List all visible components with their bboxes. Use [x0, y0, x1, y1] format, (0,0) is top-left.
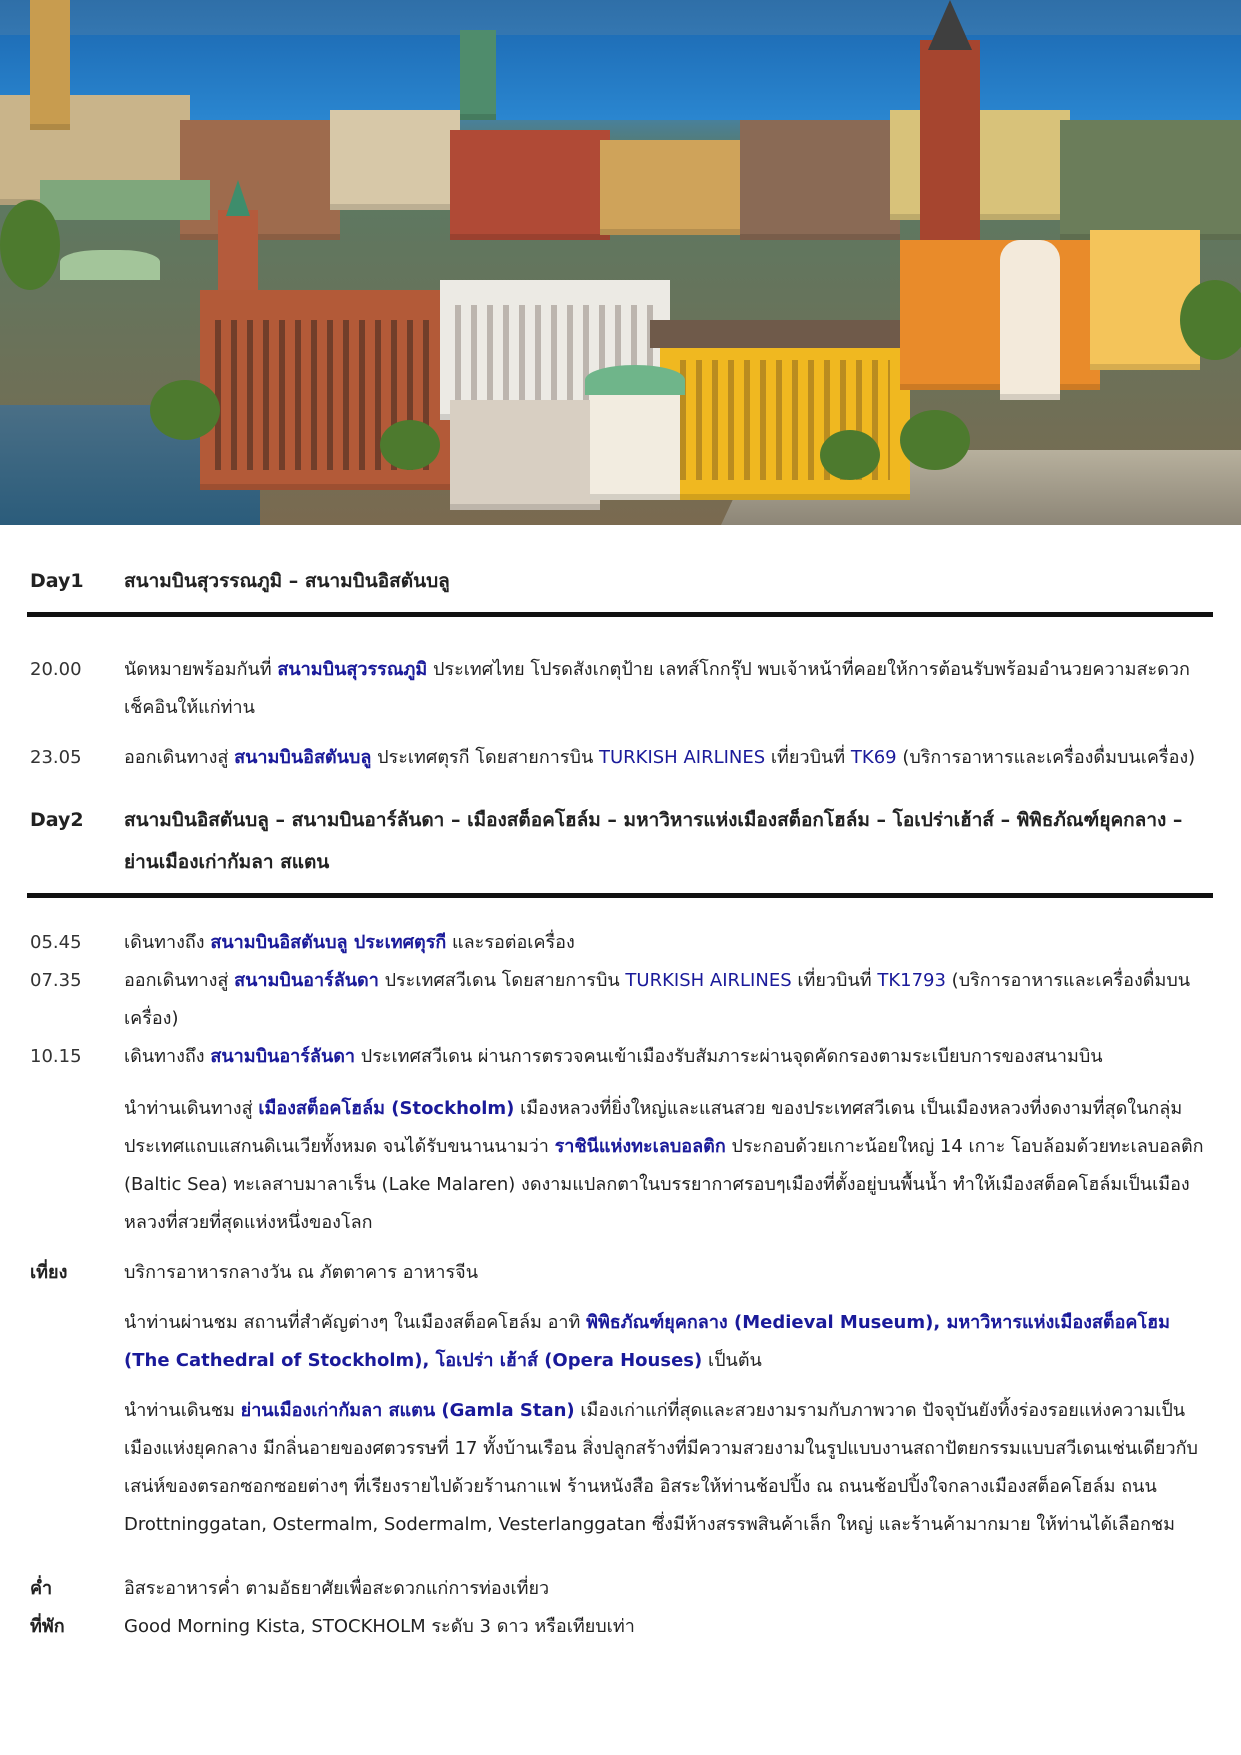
airport-highlight: สนามบินอิสตันบลู ประเทศตุรกี [210, 932, 447, 953]
meal-lunch [30, 1254, 1210, 1292]
divider [27, 612, 1213, 617]
hotel-row [30, 1608, 1210, 1646]
text-part: เมืองหลวงที่ยิ่งใหญ่และแสนสวย ของประเทศสวีเดน เป็นเมืองหลวงที่งดงามที่สุดในกลุ่มประเทศแถบแสกนดิเนเวียทั้งหมด จนได้รับขนานนามว่า [124, 1098, 1183, 1157]
text-part: ออกเดินทางสู่ [124, 747, 235, 768]
old-town-highlight: ย่านเมืองเก่ากัมลา สแตน (Gamla Stan) [240, 1400, 575, 1421]
meal-text: อิสระอาหารค่ำ ตามอัธยาศัยเพื่อสะดวกแก่การท่องเที่ยว [124, 1578, 550, 1599]
time: 10.15 [30, 1046, 82, 1067]
text-part: นัดหมายพร้อมกันที่ [124, 659, 278, 680]
meal-label: เที่ยง [30, 1262, 68, 1283]
text-part: ออกเดินทางสู่ [124, 970, 235, 991]
text-part: และรอต่อเครื่อง [446, 932, 575, 953]
schedule-text [124, 924, 1210, 962]
day2-header [30, 799, 1210, 883]
gamla-stan-paragraph [124, 1392, 1210, 1544]
day1-title: สนามบินสุวรรณภูมิ – สนามบินอิสตันบลู [124, 570, 450, 592]
sightseeing-paragraph [124, 1304, 1210, 1380]
schedule-text [124, 651, 1210, 727]
time: 07.35 [30, 970, 82, 991]
meal-text: บริการอาหารกลางวัน ณ ภัตตาคาร อาหารจีน [124, 1262, 479, 1283]
text-part: ประเทศสวีเดน ผ่านการตรวจคนเข้าเมืองรับสัมภาระผ่านจุดคัดกรองตามระเบียบการของสนามบิน [355, 1046, 1103, 1067]
schedule-text [124, 962, 1210, 1038]
day1-label: Day1 [30, 570, 84, 592]
text-part: ประเทศไทย โปรดสังเกตุป้าย เลทส์โกกรุ๊ป พบเจ้าหน้าที่คอยให้การต้อนรับพร้อมอำนวยความสะดวกเช็คอินให้แก่ท่าน [124, 659, 1190, 718]
text-part: ประกอบด้วยเกาะน้อยใหญ่ 14 เกาะ โอบล้อมด้วยทะเลบอลติก (Baltic Sea) ทะเลสาบมาลาเร็น (Lake Malaren) งดงามแปลกตาในบรรยากาศรอบๆเมืองที่ตั้งอยู่บนพื้นน้ำ ทำให้เมืองสต็อคโฮล์มเป็นเมืองหลวงที่สวยที่สุดแห่งหนึ่งของโลก [124, 1136, 1204, 1233]
flight-number: TK69 [850, 747, 897, 768]
day2-title: สนามบินอิสตันบลู – สนามบินอาร์ลันดา – เมืองสต็อคโฮล์ม – มหาวิหารแห่งเมืองสต็อกโฮล์ม – โอเปร่าเฮ้าส์ – พิพิธภัณฑ์ยุคกลาง – ย่านเมืองเก่ากัมลา สแตน [124, 809, 1183, 873]
stockholm-paragraph [124, 1090, 1210, 1242]
itinerary [30, 560, 1210, 1646]
schedule-text [124, 739, 1210, 777]
hero-image [0, 0, 1241, 525]
text-part: (บริการอาหารและเครื่องดื่มบนเครื่อง) [124, 970, 1191, 1029]
city-highlight: เมืองสต็อคโฮล์ม (Stockholm) [258, 1098, 515, 1119]
nickname-highlight: ราชินีแห่งทะเลบอลติก [554, 1136, 726, 1157]
airport-highlight: สนามบินอิสตันบลู [234, 747, 372, 768]
schedule-item [30, 739, 1210, 777]
text-part: ประเทศตุรกี โดยสายการบิน [371, 747, 599, 768]
schedule-text [124, 1038, 1210, 1076]
text-part: ประเทศสวีเดน โดยสายการบิน [378, 970, 626, 991]
text-part: เดินทางถึง [124, 1046, 211, 1067]
airport-highlight: สนามบินอาร์ลันดา [210, 1046, 356, 1067]
airport-highlight: สนามบินอาร์ลันดา [234, 970, 379, 991]
schedule-item [30, 1038, 1210, 1076]
landmarks-highlight: พิพิธภัณฑ์ยุคกลาง (Medieval Museum), มหาวิหารแห่งเมืองสต็อคโฮม (The Cathedral of Stockholm), โอเปร่า เฮ้าส์ (Opera Houses) [124, 1312, 1170, 1371]
hotel-text: Good Morning Kista, STOCKHOLM ระดับ 3 ดาว หรือเทียบเท่า [124, 1616, 635, 1637]
text-part: นำท่านเดินทางสู่ [124, 1098, 259, 1119]
text-part: เมืองเก่าแก่ที่สุดและสวยงามรามกับภาพวาด ปัจจุบันยังทิ้งร่องรอยแห่งความเป็นเมืองแห่งยุคกลาง มีกลิ่นอายของศตวรรษที่ 17 ทั้งบ้านเรือน สิ่งปลูกสร้างที่มีความสวยงามในรูปแบบงานสถาปัตยกรรมแบบสวีเดนเช่นเดียวกับเสน่ห์ของตรอกซอกซอยต่างๆ ที่เรียงรายไปด้วยร้านกาแฟ ร้านหนังสือ อิสระให้ท่านช้อปปิ้ง ณ ถนนช้อปปิ้งใจกลางเมืองสต็อคโฮล์ม ถนน Drottninggatan, Ostermalm, Sodermalm, Vesterlanggatan ซึ่งมีห้างสรรพสินค้าเล็ก ใหญ่ และร้านค้ามากมาย ให้ท่านได้เลือกชม [124, 1400, 1198, 1535]
flight-number: TK1793 [877, 970, 946, 991]
hotel-label: ที่พัก [30, 1616, 65, 1637]
schedule-item [30, 651, 1210, 727]
time: 05.45 [30, 932, 82, 953]
text-part: เดินทางถึง [124, 932, 211, 953]
text-part: เที่ยวบินที่ [791, 970, 878, 991]
airport-highlight: สนามบินสุวรรณภูมิ [277, 659, 428, 680]
meal-dinner [30, 1570, 1210, 1608]
text-part: (บริการอาหารและเครื่องดื่มบนเครื่อง) [896, 747, 1196, 768]
airline-highlight: TURKISH AIRLINES [625, 970, 792, 991]
meal-label: ค่ำ [30, 1578, 53, 1599]
schedule-item [30, 962, 1210, 1038]
schedule-item [30, 924, 1210, 962]
day2-label: Day2 [30, 809, 84, 831]
text-part: เป็นต้น [702, 1350, 762, 1371]
text-part: นำท่านผ่านชม สถานที่สำคัญต่างๆ ในเมืองสต็อคโฮล์ม อาทิ [124, 1312, 587, 1333]
day1-header [30, 560, 1210, 602]
time: 20.00 [30, 659, 82, 680]
time: 23.05 [30, 747, 82, 768]
airline-highlight: TURKISH AIRLINES [598, 747, 766, 768]
text-part: เที่ยวบินที่ [765, 747, 851, 768]
text-part: นำท่านเดินชม [124, 1400, 241, 1421]
divider [27, 893, 1213, 898]
